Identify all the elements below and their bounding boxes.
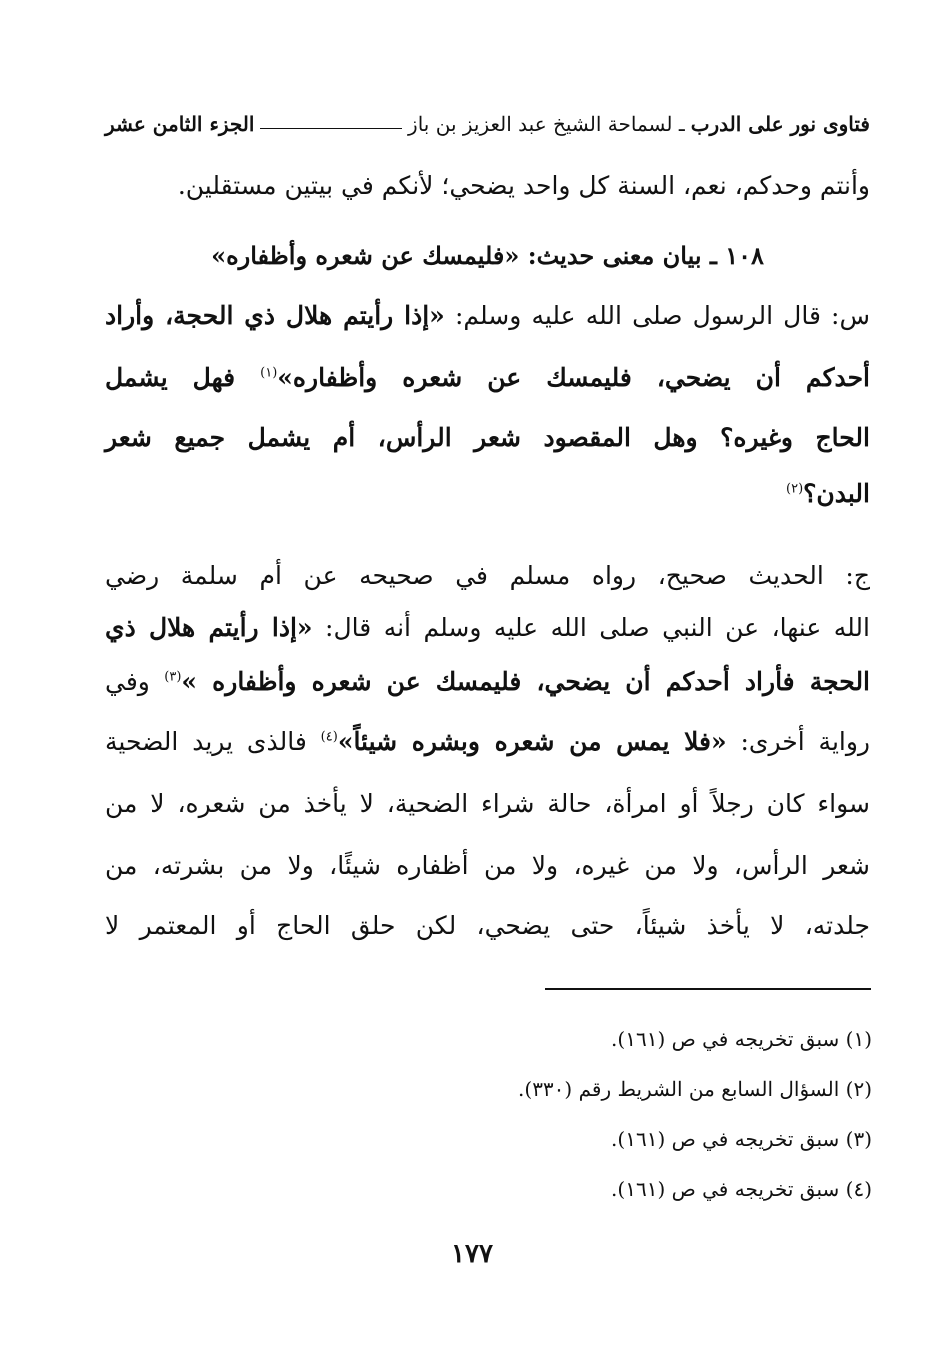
- answer-line-1: ج: الحديث صحيح، رواه مسلم في صحيحه عن أم سلمة رضي: [105, 561, 870, 590]
- answer-line-4-text-b: فالذى يريد الضحية: [105, 727, 321, 756]
- answer-line-3: [105, 662, 870, 702]
- hadith-quote-3: «فلا يمس من شعره وبشره شيئاً»: [337, 727, 727, 756]
- question-line-2: [105, 358, 870, 398]
- hadith-quote-cont: أحدكم أن يضحي، فليمسك عن شعره وأظفاره»: [277, 363, 870, 392]
- answer-line-5: سواء كان رجلاً أو امرأة، حالة شراء الضحية، لا يأخذ من شعره، لا من: [105, 789, 870, 818]
- section-title: ١٠٨ ـ بيان معنى حديث: «فليمسك عن شعره وأظفاره»: [211, 241, 764, 270]
- book-title: فتاوى نور على الدرب: [690, 112, 870, 136]
- intro-line: وأنتم وحدكم، نعم، السنة كل واحد يضحي؛ لأنكم في بيتين مستقلين.: [177, 171, 870, 200]
- volume-label: الجزء الثامن عشر: [105, 112, 255, 136]
- question-line-1: [105, 296, 870, 336]
- answer-line-3-text: وفي: [105, 667, 165, 696]
- footnote-1: (١) سبق تخريجه في ص (١٦١).: [611, 1027, 872, 1051]
- footnote-separator: [545, 988, 871, 990]
- answer-line-4-text-a: رواية أخرى:: [726, 727, 870, 756]
- question-line-4-text: البدن؟: [803, 479, 870, 508]
- book-author: ـ لسماحة الشيخ عبد العزيز بن باز: [408, 112, 685, 136]
- answer-line-7: جلدته، لا يأخذ شيئاً، حتى يضحي، لكن حلق الحاج أو المعتمر لا: [105, 911, 870, 940]
- footnote-2: (٢) السؤال السابع من الشريط رقم (٣٣٠).: [518, 1077, 872, 1101]
- hadith-quote-2: «إذا رأيتم هلال ذي: [105, 613, 313, 642]
- footnote-ref-4: (٤): [320, 729, 338, 745]
- footnote-4: (٤) سبق تخريجه في ص (١٦١).: [611, 1177, 872, 1201]
- footnote-ref-2: (٢): [786, 481, 804, 497]
- question-line-1-text: س: قال الرسول صلى الله عليه وسلم:: [444, 301, 870, 330]
- question-line-4: [105, 474, 870, 514]
- question-line-3-text: الحاج وغيره؟ وهل المقصود شعر الرأس، أم يشمل جميع شعر: [105, 423, 870, 452]
- question-line-3: [105, 418, 870, 458]
- answer-line-2: [105, 608, 870, 648]
- footnote-3: (٣) سبق تخريجه في ص (١٦١).: [611, 1127, 872, 1151]
- answer-line-4: [105, 722, 870, 762]
- question-line-2-text: فهل يشمل: [105, 363, 261, 392]
- footnote-ref-3: (٣): [164, 669, 182, 685]
- hadith-quote: «إذا رأيتم هلال ذي الحجة، وأراد: [105, 301, 445, 330]
- hadith-quote-2-cont: الحجة فأراد أحدكم أن يضحي، فليمسك عن شعره وأظفاره »: [181, 667, 871, 696]
- footnote-ref-1: (١): [260, 365, 278, 381]
- page-number: ١٧٧: [451, 1239, 493, 1269]
- running-header: [105, 104, 870, 144]
- header-rule: [260, 128, 402, 129]
- answer-line-2-text: الله عنها، عن النبي صلى الله عليه وسلم أنه قال:: [312, 613, 870, 642]
- answer-line-6: شعر الرأس، ولا من غيره، ولا من أظفاره شيئًا، ولا من بشرته، من: [105, 851, 870, 880]
